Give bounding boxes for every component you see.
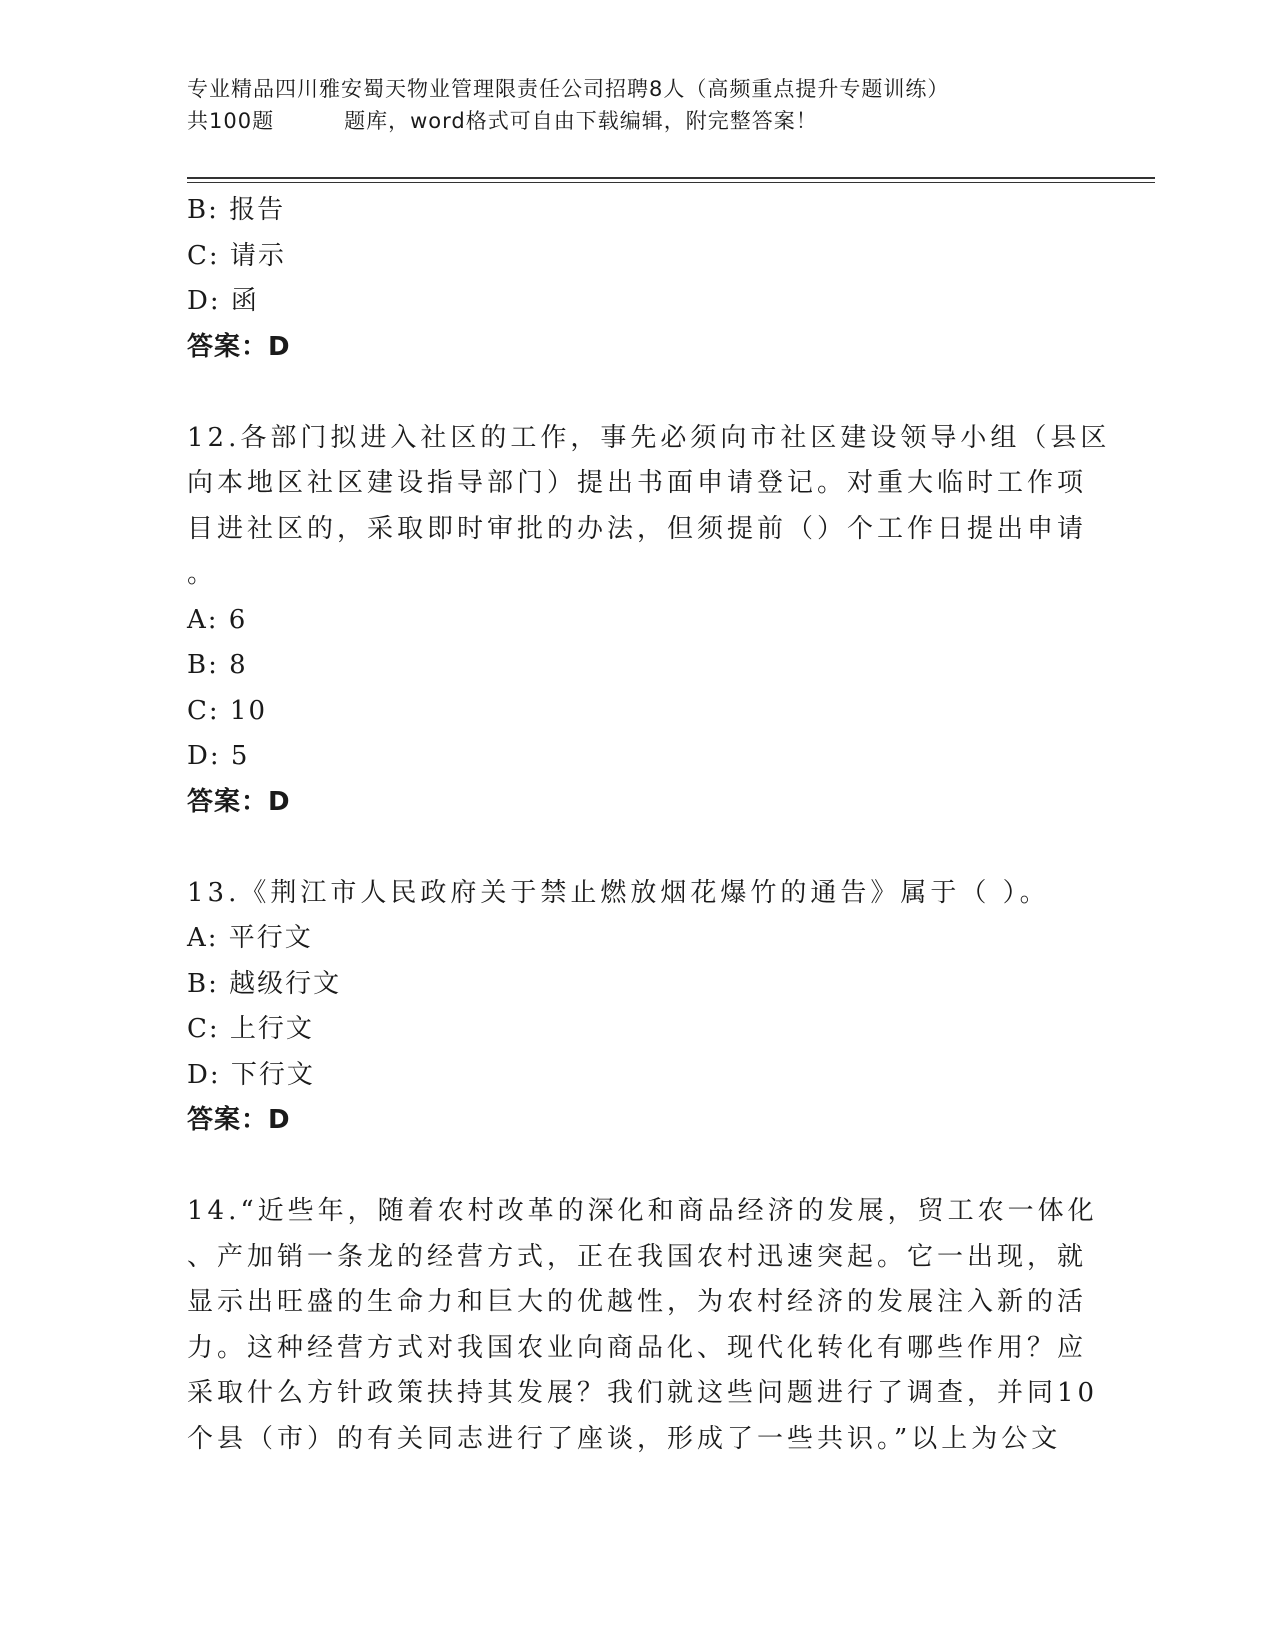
- document-body: [187, 188, 1111, 1462]
- page-header: [187, 73, 1087, 137]
- option-a: A: 平行文: [187, 923, 313, 953]
- question-stem-line: 13.《荆江市人民政府关于禁止燃放烟花爆竹的通告》属于（ ）。: [187, 877, 1050, 908]
- question-stem-line: 14.“近些年，随着农村改革的深化和商品经济的发展，贸工农一体化: [187, 1196, 1098, 1226]
- option-c: C: 上行文: [187, 1014, 314, 1044]
- option-d: D: 函: [187, 286, 259, 316]
- question-11: [187, 188, 1077, 370]
- header-divider-thick: [187, 177, 1155, 179]
- question-stem-line: 目进社区的，采取即时审批的办法，但须提前（）个工作日提出申请: [187, 513, 1088, 544]
- spacer: [187, 1144, 1077, 1190]
- question-count: 共100题: [187, 109, 275, 133]
- option-c: C: 10: [187, 695, 268, 726]
- option-d: D: 5: [187, 741, 250, 771]
- question-14: [187, 1189, 1099, 1462]
- header-title: 专业精品四川雅安蜀天物业管理限责任公司招聘8人（高频重点提升专题训练）: [187, 77, 950, 101]
- header-note: 题库，word格式可自由下载编辑，附完整答案！: [344, 109, 818, 133]
- answer: 答案：D: [187, 331, 291, 362]
- question-13: [187, 871, 1077, 1144]
- question-stem-line: 12.各部门拟进入社区的工作，事先必须向市社区建设领导小组（县区: [187, 422, 1111, 453]
- option-b: B: 越级行文: [187, 968, 342, 999]
- spacer: [187, 370, 1077, 416]
- question-stem-line: 向本地区社区建设指导部门）提出书面申请登记。对重大临时工作项: [187, 468, 1088, 498]
- answer: 答案：D: [187, 786, 291, 817]
- spacer: [187, 825, 1077, 871]
- question-12: [187, 416, 1111, 826]
- header-subtitle: [187, 105, 1087, 137]
- answer: 答案：D: [187, 1105, 291, 1135]
- header-divider-thin: [187, 182, 1155, 183]
- question-stem-line: 、产加销一条龙的经营方式，正在我国农村迅速突起。它一出现，就: [187, 1241, 1088, 1272]
- question-stem-line: 显示出旺盛的生命力和巨大的优越性，为农村经济的发展注入新的活: [187, 1287, 1088, 1317]
- question-stem-line: 。: [187, 559, 218, 589]
- option-a: A: 6: [187, 604, 248, 635]
- question-stem-line: 个县（市）的有关同志进行了座谈，形成了一些共识。”以上为公文: [187, 1423, 1062, 1454]
- option-c: C: 请示: [187, 240, 286, 271]
- option-d: D: 下行文: [187, 1059, 315, 1090]
- option-b: B: 报告: [187, 195, 286, 225]
- question-stem-line: 力。这种经营方式对我国农业向商品化、现代化转化有哪些作用？应: [187, 1332, 1088, 1363]
- question-stem-line: 采取什么方针政策扶持其发展？我们就这些问题进行了调查，并同10: [187, 1378, 1099, 1408]
- option-b: B: 8: [187, 650, 248, 680]
